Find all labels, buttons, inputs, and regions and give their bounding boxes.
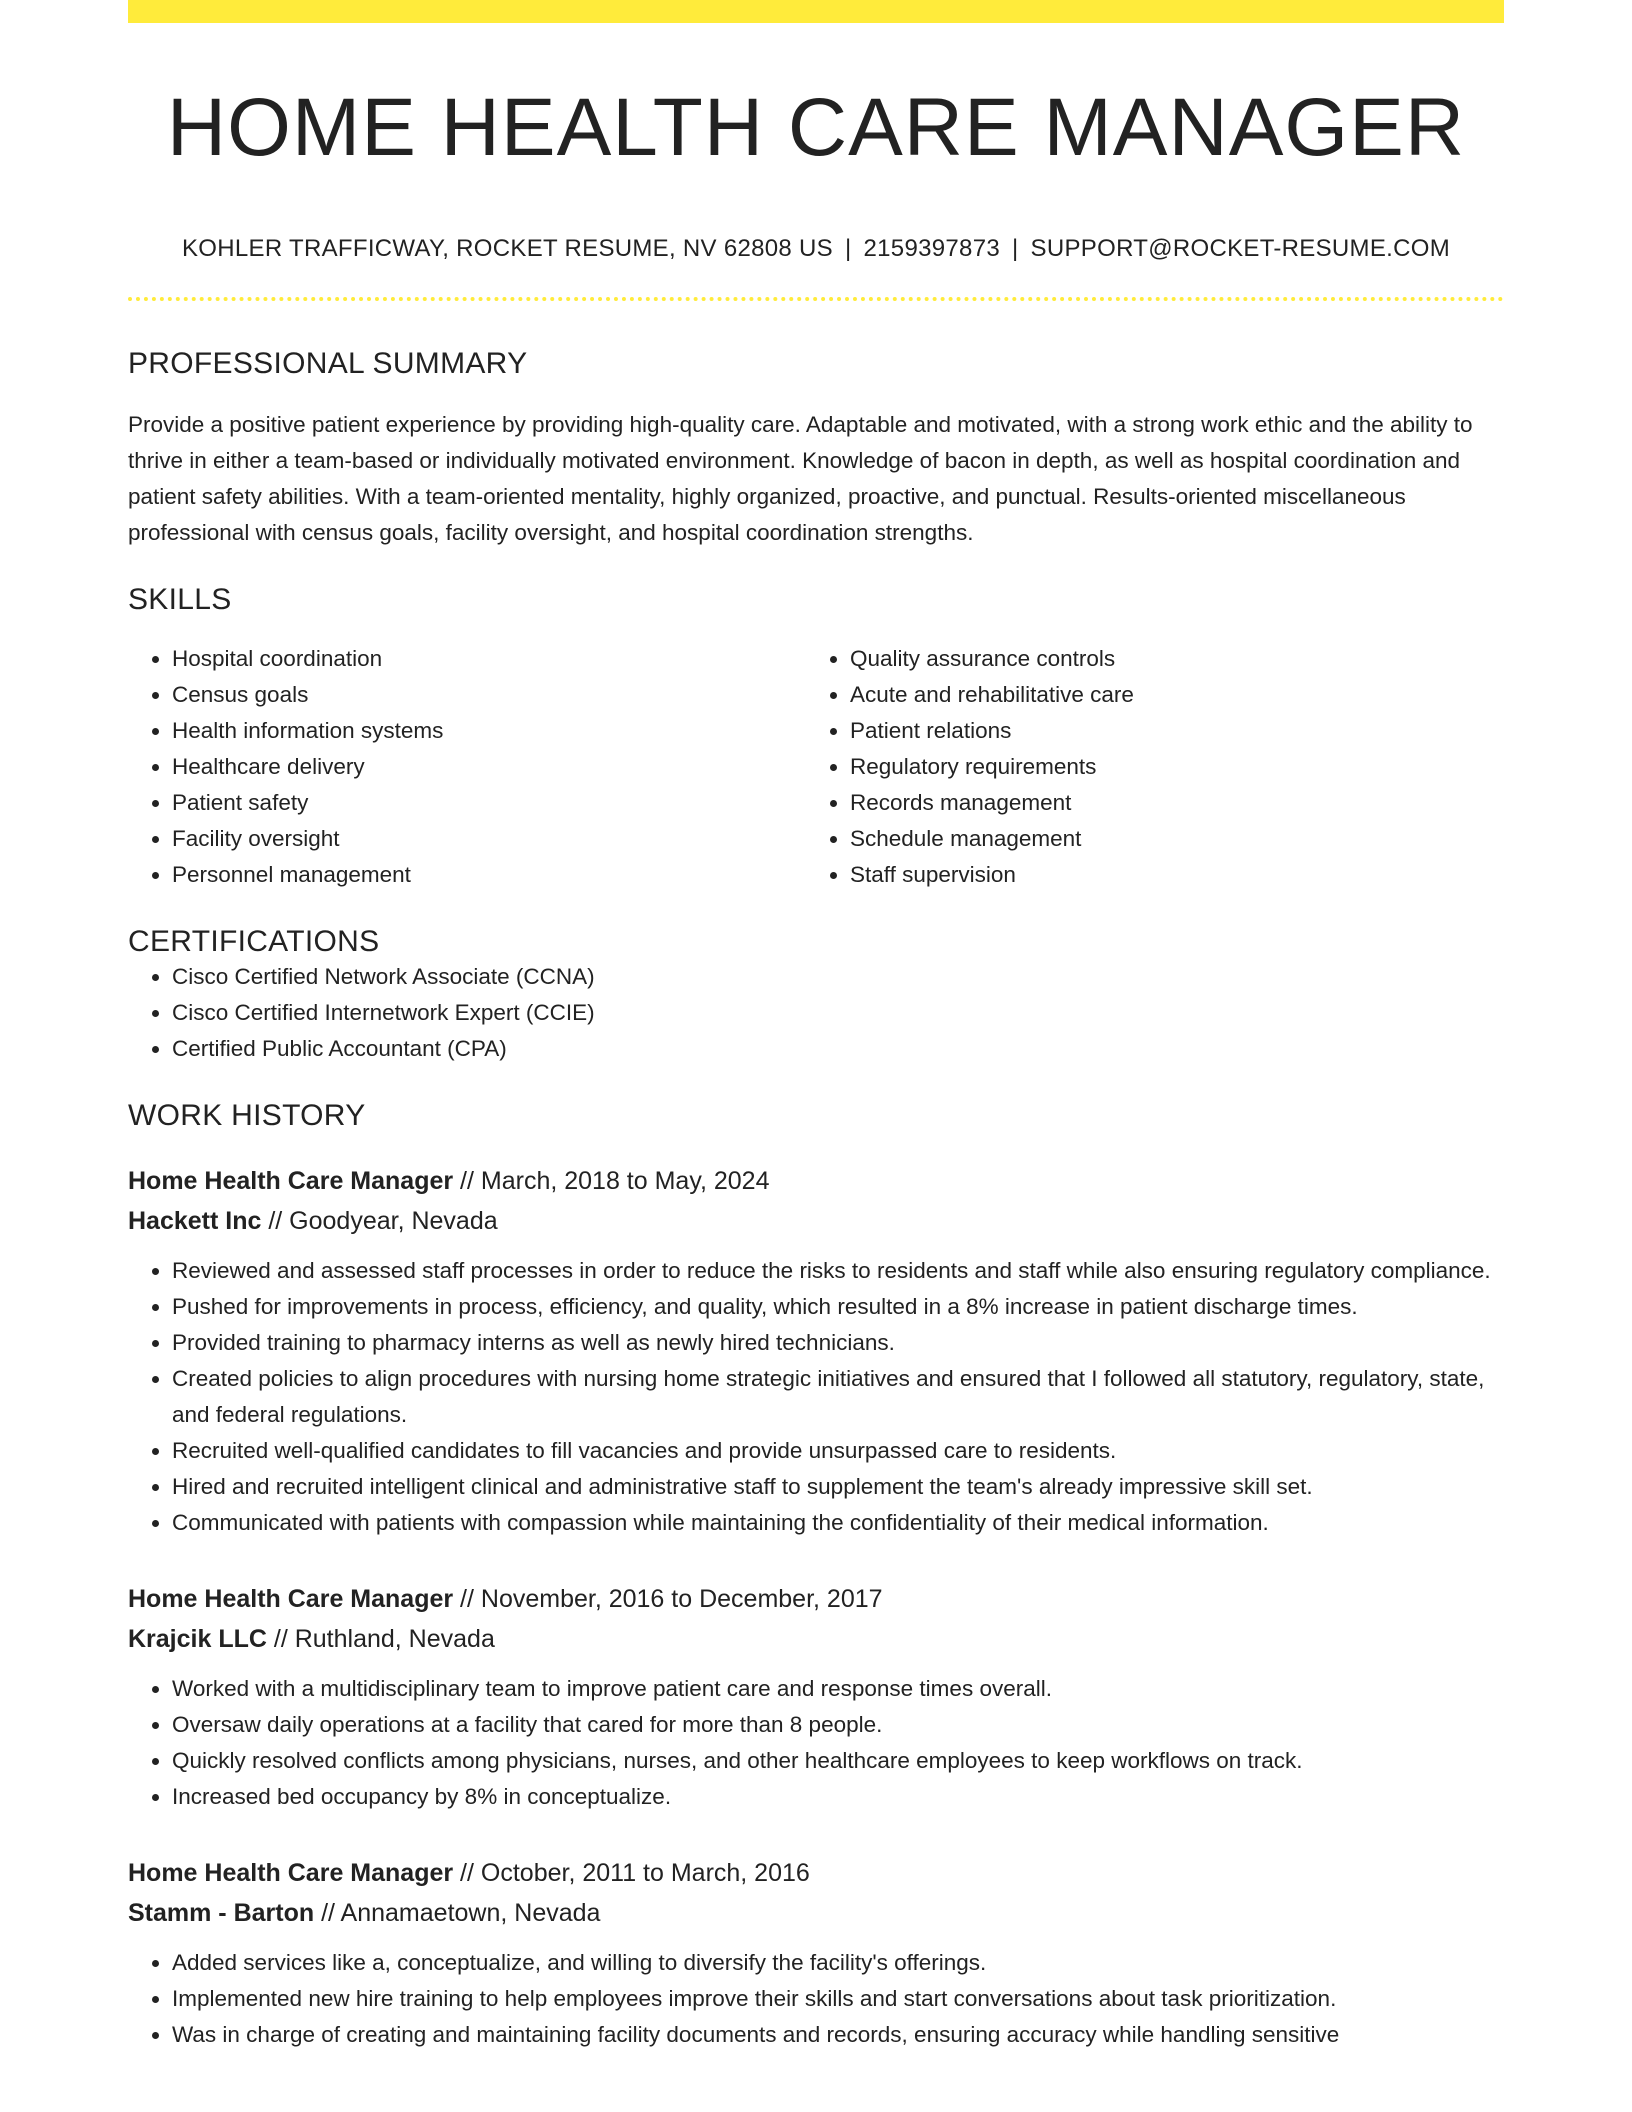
- accent-top-bar: [128, 0, 1504, 23]
- skill-item: • Regulatory requirements: [850, 749, 1484, 785]
- job-company-line: [128, 1619, 1504, 1659]
- certifications-list: [128, 959, 1504, 1067]
- job-bullet: • Communicated with patients with compassion while maintaining the confidentiality of their medical information.: [172, 1505, 1504, 1541]
- summary-heading: PROFESSIONAL SUMMARY: [128, 347, 528, 380]
- contact-phone: 2159397873: [863, 235, 1000, 262]
- job-bullets: [128, 1945, 1504, 2053]
- certification-item: • Certified Public Accountant (CPA): [172, 1031, 1504, 1067]
- certification-item: • Cisco Certified Network Associate (CCNA): [172, 959, 1504, 995]
- skill-item: • Staff supervision: [850, 857, 1484, 893]
- skill-item: • Facility oversight: [172, 821, 806, 857]
- job-dates: // October, 2011 to March, 2016: [453, 1859, 810, 1887]
- skill-item: • Quality assurance controls: [850, 641, 1484, 677]
- job-bullet: • Increased bed occupancy by 8% in conceptualize.: [172, 1779, 1504, 1815]
- certifications-heading: CERTIFICATIONS: [128, 925, 380, 958]
- skills-list-right: [806, 641, 1484, 893]
- job-bullet: • Quickly resolved conflicts among physicians, nurses, and other healthcare employees to keep workflows on track.: [172, 1743, 1504, 1779]
- skill-item: • Personnel management: [172, 857, 806, 893]
- job-dates: // November, 2016 to December, 2017: [453, 1585, 883, 1613]
- job-company: Hackett Inc: [128, 1207, 262, 1235]
- contact-separator: |: [1012, 235, 1019, 262]
- summary-text: Provide a positive patient experience by providing high-quality care. Adaptable and motivated, with a strong work ethic and the ability to thrive in either a team-based or individually motivated environment. Knowledge of bacon in depth, as well as hospital coordination and patient safety abilities. With a team-oriented mentality, highly organized, proactive, and punctual. Results-oriented miscellaneous professional with census goals, facility oversight, and hospital coordination strengths.: [128, 412, 1473, 545]
- job-location: // Goodyear, Nevada: [261, 1207, 498, 1235]
- contact-line: [128, 235, 1504, 263]
- work-history-heading: WORK HISTORY: [128, 1099, 366, 1132]
- skill-item: • Schedule management: [850, 821, 1484, 857]
- job-bullet: • Was in charge of creating and maintaining facility documents and records, ensuring accuracy while handling sensitive: [172, 2017, 1504, 2053]
- job-bullets: [128, 1253, 1504, 1541]
- job-entry: [128, 1853, 1504, 2053]
- job-title-line: [128, 1579, 1504, 1619]
- job-title-line: [128, 1161, 1504, 1201]
- job-bullets: [128, 1671, 1504, 1815]
- job-company-line: [128, 1201, 1504, 1241]
- job-entry: [128, 1579, 1504, 1815]
- contact-address: KOHLER TRAFFICWAY, ROCKET RESUME, NV 62808 US: [181, 235, 833, 262]
- job-dates: // March, 2018 to May, 2024: [453, 1167, 770, 1195]
- job-bullet: • Worked with a multidisciplinary team to improve patient care and response times overall.: [172, 1671, 1504, 1707]
- job-title: Home Health Care Manager: [128, 1859, 454, 1887]
- job-title-line: [128, 1853, 1504, 1893]
- job-bullet: • Recruited well-qualified candidates to fill vacancies and provide unsurpassed care to residents.: [172, 1433, 1504, 1469]
- skill-item: • Patient relations: [850, 713, 1484, 749]
- skill-item: • Patient safety: [172, 785, 806, 821]
- resume-title: HOME HEALTH CARE MANAGER: [166, 82, 1466, 173]
- skill-item: • Health information systems: [172, 713, 806, 749]
- job-bullet: • Oversaw daily operations at a facility that cared for more than 8 people.: [172, 1707, 1504, 1743]
- skills-columns: [128, 641, 1504, 893]
- job-title: Home Health Care Manager: [128, 1585, 454, 1613]
- skill-item: • Hospital coordination: [172, 641, 806, 677]
- job-bullet: • Hired and recruited intelligent clinical and administrative staff to supplement the team's already impressive skill set.: [172, 1469, 1504, 1505]
- resume-page: [128, 0, 1504, 2053]
- job-bullet: • Implemented new hire training to help employees improve their skills and start conversations about task prioritization.: [172, 1981, 1504, 2017]
- skill-item: • Census goals: [172, 677, 806, 713]
- job-bullet: • Provided training to pharmacy interns as well as newly hired technicians.: [172, 1325, 1504, 1361]
- job-company: Stamm - Barton: [128, 1899, 315, 1927]
- job-location: // Annamaetown, Nevada: [314, 1899, 601, 1927]
- skills-heading: SKILLS: [128, 583, 232, 616]
- skill-item: • Records management: [850, 785, 1484, 821]
- job-company-line: [128, 1893, 1504, 1933]
- job-bullet: • Reviewed and assessed staff processes in order to reduce the risks to residents and staff while also ensuring regulatory compliance.: [172, 1253, 1504, 1289]
- job-entry: [128, 1161, 1504, 1541]
- certification-item: • Cisco Certified Internetwork Expert (CCIE): [172, 995, 1504, 1031]
- contact-separator: |: [844, 235, 852, 262]
- job-bullet: • Added services like a, conceptualize, and willing to diversify the facility's offerings.: [172, 1945, 1504, 1981]
- job-bullet: • Pushed for improvements in process, efficiency, and quality, which resulted in a 8% increase in patient discharge times.: [172, 1289, 1504, 1325]
- skill-item: • Acute and rehabilitative care: [850, 677, 1484, 713]
- job-company: Krajcik LLC: [128, 1625, 267, 1653]
- skill-item: • Healthcare delivery: [172, 749, 806, 785]
- dotted-divider: [128, 297, 1504, 301]
- contact-email: SUPPORT@ROCKET-RESUME.COM: [1030, 235, 1451, 262]
- job-location: // Ruthland, Nevada: [266, 1625, 495, 1653]
- job-title: Home Health Care Manager: [128, 1167, 454, 1195]
- skills-list-left: [128, 641, 806, 893]
- job-bullet: • Created policies to align procedures with nursing home strategic initiatives and ensured that I followed all statutory, regulatory, state, and federal regulations.: [172, 1361, 1504, 1433]
